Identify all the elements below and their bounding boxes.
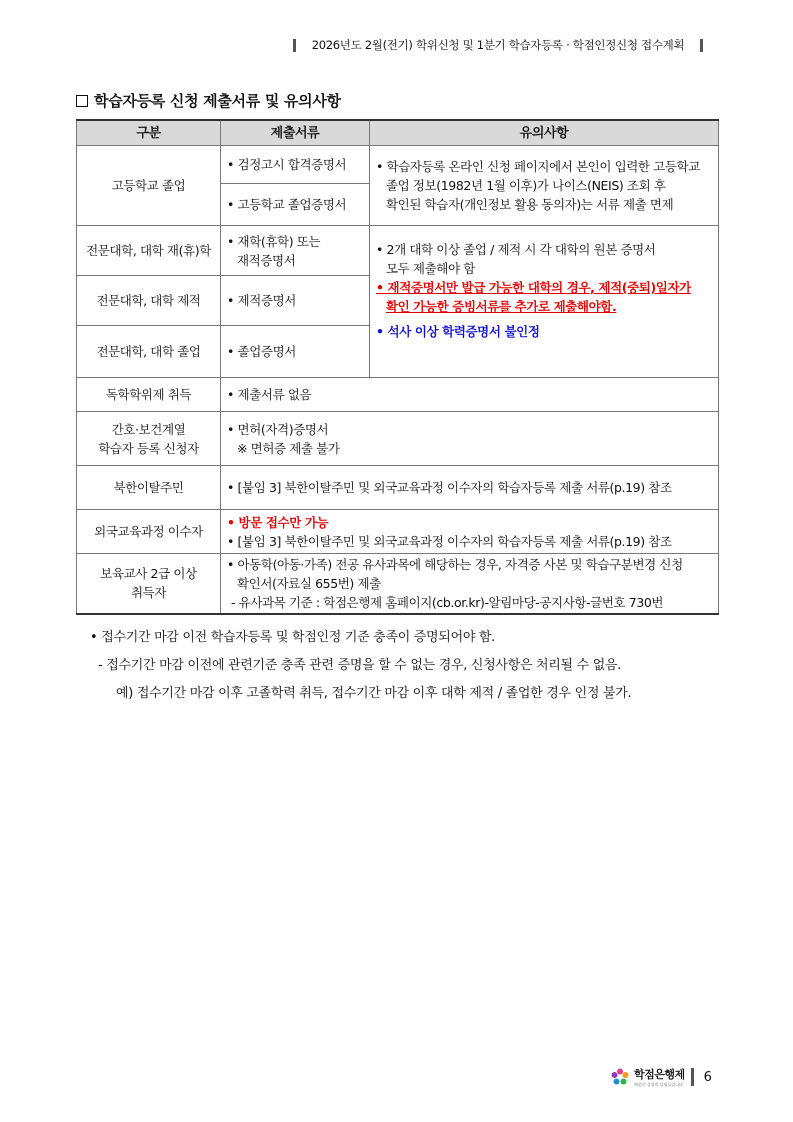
col-header-notes: 유의사항 [370,120,719,146]
table-row [77,226,719,276]
row-note [370,226,719,378]
footer [610,1066,712,1088]
col-header-documents: 제출서류 [221,120,370,146]
footer-bar [691,1068,694,1086]
doc-line: • [붙임 3] 북한이탈주민 및 외국교육과정 이수자의 학습자등록 제출 서류(p.19) 참조 [227,533,672,549]
header-right-bar [700,39,703,52]
table-row [77,146,719,184]
category-line: 간호·보건계열 [111,421,186,437]
checkbox-square-icon [76,95,88,107]
header-left-bar [293,39,296,52]
row-category: 전문대학, 대학 제적 [77,276,221,326]
row-category: 북한이탈주민 [77,466,221,510]
row-document: • 제적증명서 [221,276,370,326]
note-line: 모두 제출해야 함 [386,261,475,276]
row-document [221,412,719,466]
table-row [77,554,719,614]
note-line: 졸업 정보(1982년 1월 이후)가 나이스(NEIS) 조회 후 [386,178,666,193]
col-header-category: 구분 [77,120,221,146]
page-number: 6 [703,1069,712,1085]
doc-line: - 유사과목 기준 : 학점은행제 홈페이지(cb.or.kr)-알림마당-공지사항-글번호 730번 [231,594,664,610]
table-row [77,510,719,554]
table-row [77,412,719,466]
header-title: 2026년도 2월(전기) 학위신청 및 1분기 학습자등록 · 학점인정신청 접수계획 [311,38,685,52]
row-category: 전문대학, 대학 졸업 [77,326,221,378]
table-row [77,378,719,412]
doc-line: 재적증명서 [237,252,296,268]
note-item: 예) 접수기간 마감 이후 고졸학력 취득, 접수기간 마감 이후 대학 제적 / 졸업한 경우 인정 불가. [116,686,632,701]
row-document: • 졸업증명서 [221,326,370,378]
doc-line: • 재학(휴학) 또는 [227,233,321,249]
logo-subtitle: 배움은 성장의 디딤돌입니다 [634,1082,683,1087]
row-document: • [붙임 3] 북한이탈주민 및 외국교육과정 이수자의 학습자등록 제출 서류(p.19) 참조 [221,466,719,510]
row-category: 전문대학, 대학 재(휴)학 [77,226,221,276]
running-header [268,36,728,54]
doc-line: 확인서(자료실 655번) 제출 [237,575,381,591]
doc-line-emphasis: • 방문 접수만 가능 [227,514,329,530]
row-document [221,554,719,614]
table-row [77,466,719,510]
note-line: • 2개 대학 이상 졸업 / 제적 시 각 대학의 원본 증명서 [376,242,656,257]
row-category: 고등학교 졸업 [77,146,221,226]
row-document [221,510,719,554]
doc-line: ※ 면허증 제출 불가 [237,440,340,456]
category-line: 보육교사 2급 이상 [100,566,197,582]
note-line: 확인된 학습자(개인정보 활용 동의자)는 서류 제출 면제 [386,197,674,212]
section-title [76,90,341,111]
note-line: • 학습자등록 온라인 신청 페이지에서 본인이 입력한 고등학교 [376,159,700,174]
row-document: • 제출서류 없음 [221,378,719,412]
note-item: - 접수기간 마감 이전에 관련기준 충족 관련 증명을 할 수 없는 경우, 신청사항은 처리될 수 없음. [98,658,622,673]
row-category: 독학학위제 취득 [77,378,221,412]
row-document [221,226,370,276]
row-document: • 검정고시 합격증명서 [221,146,370,184]
doc-line: • 면허(자격)증명서 [227,421,329,437]
doc-line: • 아동학(아동·가족) 전공 유사과목에 해당하는 경우, 자격증 사본 및 학습구분변경 신청 [227,556,683,572]
row-note [370,146,719,226]
category-line: 학습자 등록 신청자 [98,440,199,456]
row-document: • 고등학교 졸업증명서 [221,184,370,226]
row-category [77,412,221,466]
row-category: 외국교육과정 이수자 [77,510,221,554]
note-line-emphasis: 확인 가능한 증빙서류를 추가로 제출해야함. [386,299,617,314]
row-category [77,554,221,614]
section-title-text: 학습자등록 신청 제출서류 및 유의사항 [94,92,341,110]
logo-name: 학점은행제 [634,1068,685,1081]
logo [610,1066,685,1088]
table-header-row [77,120,719,146]
requirements-table [76,119,719,615]
note-line-emphasis: • 석사 이상 학력증명서 불인정 [376,324,540,339]
note-item: • 접수기간 마감 이전 학습자등록 및 학점인정 기준 충족이 증명되어야 함. [90,630,496,645]
note-line-emphasis: • 재적증명서만 발급 가능한 대학의 경우, 제적(중퇴)일자가 [376,280,691,295]
category-line: 취득자 [130,585,167,601]
flower-logo-icon [610,1067,630,1087]
